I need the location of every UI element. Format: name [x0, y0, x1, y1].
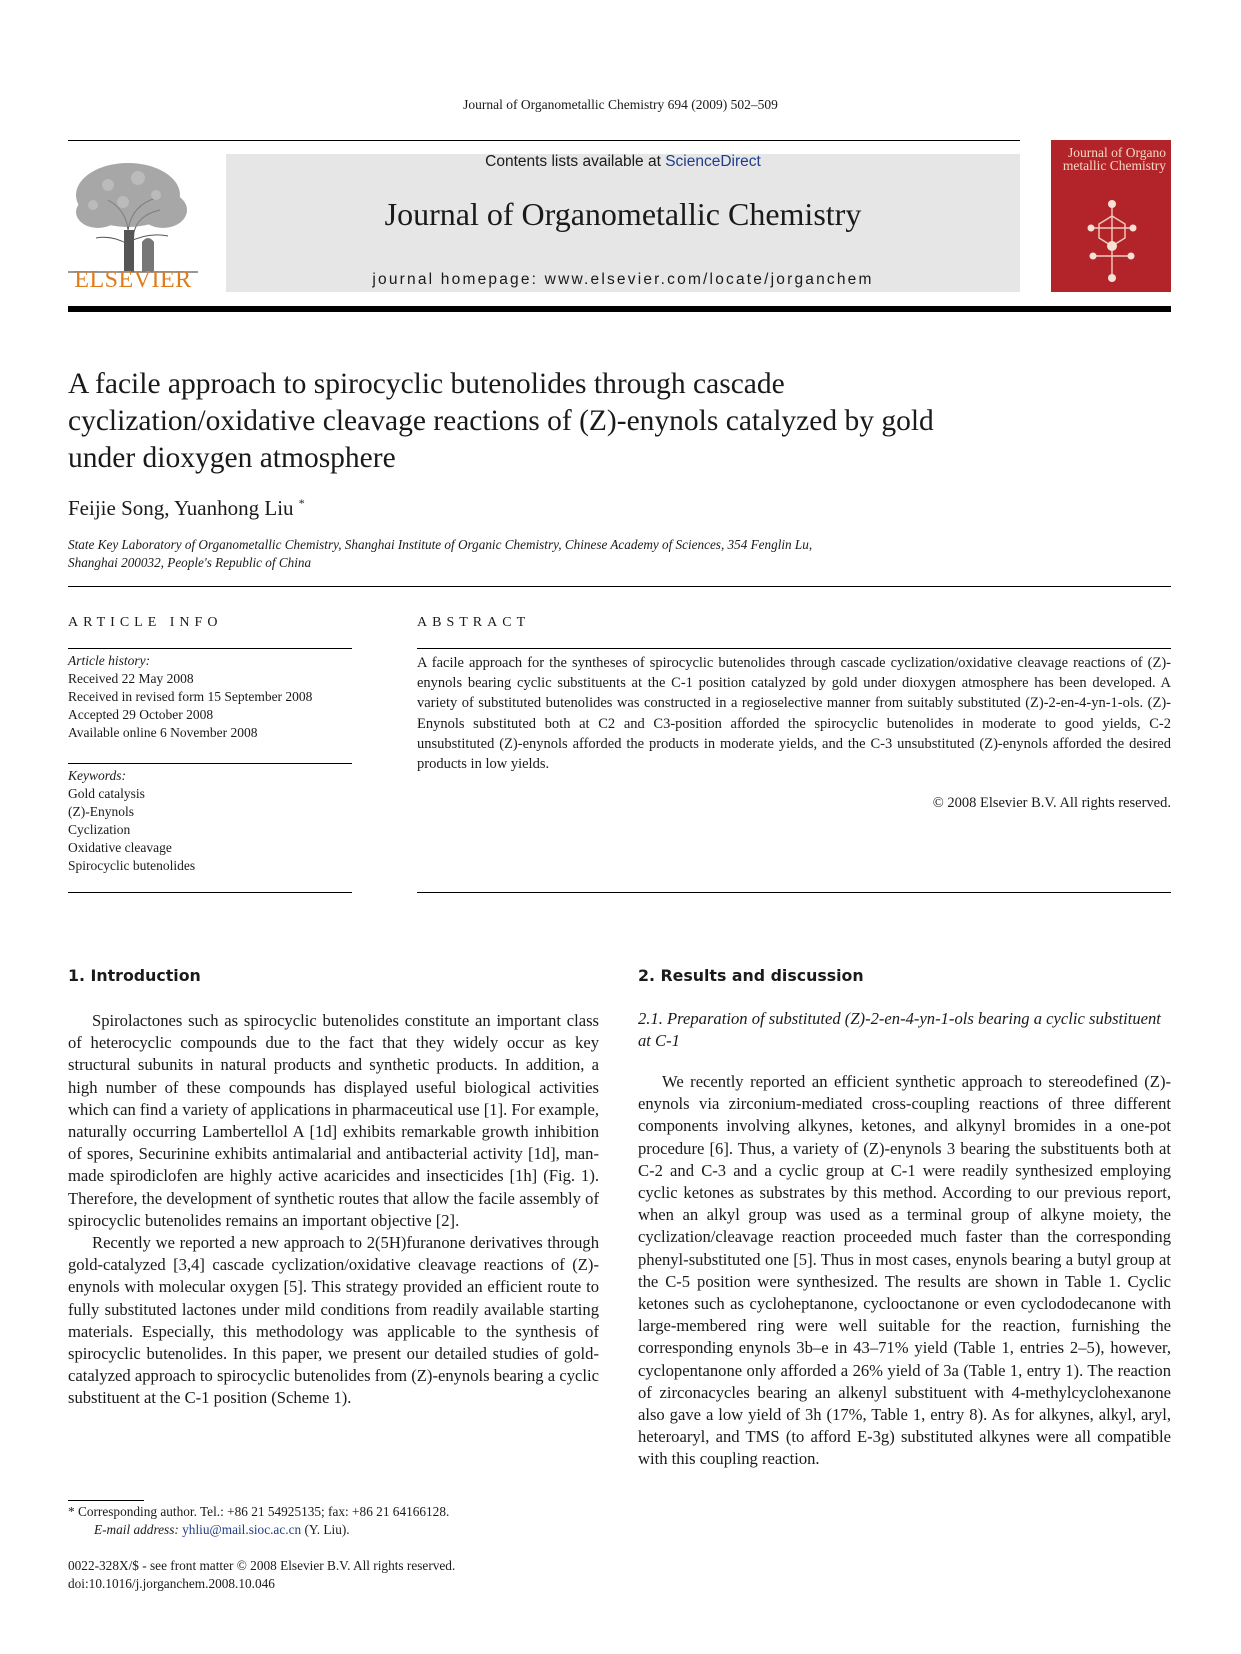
issn-line: 0022-328X/$ - see front matter © 2008 Elsevier B.V. All rights reserved. — [68, 1558, 456, 1573]
article-info-bottom-rule — [68, 892, 352, 893]
abstract-copyright: © 2008 Elsevier B.V. All rights reserved. — [932, 795, 1171, 811]
history-online: Available online 6 November 2008 — [68, 725, 258, 740]
keywords-label: Keywords: — [68, 768, 126, 783]
affiliation — [68, 536, 968, 572]
affiliation-line-2: Shanghai 200032, People's Republic of China — [68, 555, 312, 570]
keyword: Gold catalysis — [68, 786, 145, 801]
results-paragraph-1: We recently reported an efficient synthetic approach to stereodefined (Z)-enynols via zirconium-mediated cross-coupling reactions of three different components involving alkynes, ketones, and alkynyl bromides in a one-pot procedure [6]. Thus, a variety of (Z)-enynols 3 bearing the substituents both at C-2 and C-3 and a cyclic group at C-1 were readily synthesized employing cyclic ketones as substrates by this method. According to our previous report, when an alkyl group was used as a terminal group of alkyne moiety, the cyclization/cleavage reaction proceeded much faster than the corresponding phenyl-substituted one [5]. Thus in most cases, enynols bearing a butyl group at the C-5 position were synthesized. The results are shown in Table 1. Cyclic ketones such as cycloheptanone, cyclooctanone or even cyclododecanone with large-membered ring were well suitable for the reaction, furnishing the corresponding enynols 3b–e in 43–71% yield (Table 1, entries 2–5), however, cyclopentanone only afforded a 26% yield of 3a (Table 1, entry 1). The reaction of zirconacycles bearing an alkenyl substituent with 4-methylcyclohexanone also gave a low yield of 3h (17%, Table 1, entry 8). As for alkynes, alkyl, aryl, heteroaryl, and TMS (to afford E-3g) substituted alkynes were all compatible with this coupling reaction. — [638, 1072, 1171, 1469]
right-column — [638, 1071, 1171, 1471]
author-list — [68, 496, 305, 521]
keywords — [68, 767, 352, 875]
corresponding-author-note: * Corresponding author. Tel.: +86 21 54925135; fax: +86 21 64166128. — [68, 1504, 450, 1519]
history-revised: Received in revised form 15 September 2008 — [68, 689, 313, 704]
header-thick-rule — [68, 306, 1171, 312]
subsection-heading: 2.1. Preparation of substituted (Z)-2-en-4-yn-1-ols bearing a cyclic substituent at C-1 — [638, 1009, 1161, 1051]
intro-paragraph-2: Recently we reported a new approach to 2(5H)furanone derivatives through gold-catalyzed [3,4] cascade cyclization/oxidative cleavage reactions of (Z)-enynols with molecular oxygen [5]. This strategy provided an efficient route to fully substituted lactones under mild conditions from readily available starting materials. Especially, this methodology was applicable to the synthesis of spirocyclic butenolides. In this paper, we present our detailed studies of gold-catalyzed approach to spirocyclic butenolides from (Z)-enynols bearing a cyclic substituent at the C-1 position (Scheme 1). — [68, 1233, 599, 1408]
affiliation-line-1: State Key Laboratory of Organometallic Chemistry, Shanghai Institute of Organic Chemistry, Chinese Academy of Sciences, 354 Fenglin Lu, — [68, 537, 813, 552]
article-title: A facile approach to spirocyclic butenolides through cascade cyclization/oxidative cleavage reactions of (Z)-enynols catalyzed by gold under dioxygen atmosphere — [68, 368, 934, 474]
history-label: Article history: — [68, 653, 151, 668]
abstract-text: A facile approach for the syntheses of spirocyclic butenolides through cascade cyclization/oxidative cleavage reactions of (Z)-enynols bearing cyclic substituents at the C-1 position catalyzed by gold under dioxygen atmosphere has been developed. A variety of substituted butenolides was constructed in a regioselective manner from suitably substituted (Z)-2-en-4-yn-1-ols. (Z)-Enynols substituted both at C2 and C3-position afforded the spirocyclic butenolides in moderate to good yields, C-2 unsubstituted (Z)-enynols afforded the products in moderate yields, and the C-3 unsubstituted (Z)-enynols afforded the desired products in low yields. — [417, 655, 1171, 773]
section-heading-results: 2. Results and discussion — [638, 966, 864, 985]
publisher-wordmark: ELSEVIER — [74, 267, 192, 293]
journal-cover — [1051, 140, 1171, 292]
email-suffix: (Y. Liu). — [301, 1522, 350, 1537]
keyword: (Z)-Enynols — [68, 804, 134, 819]
footnote-rule — [68, 1500, 144, 1501]
contents-prefix: Contents lists available at — [485, 153, 666, 170]
header-top-rule — [68, 140, 1020, 141]
keyword: Spirocyclic butenolides — [68, 858, 196, 873]
keyword: Oxidative cleavage — [68, 840, 172, 855]
article-info-rule — [68, 648, 352, 649]
journal-name: Journal of Organometallic Chemistry — [384, 196, 862, 232]
contents-line — [226, 153, 1020, 171]
footnote — [68, 1503, 608, 1539]
sciencedirect-link[interactable]: ScienceDirect — [665, 153, 761, 170]
history-accepted: Accepted 29 October 2008 — [68, 707, 214, 722]
left-column — [68, 1010, 599, 1410]
email-link[interactable]: yhliu@mail.sioc.ac.cn — [182, 1522, 302, 1537]
molecule-icon — [1081, 198, 1143, 286]
article-info-heading: ARTICLE INFO — [68, 615, 223, 630]
abstract-heading: ABSTRACT — [417, 615, 531, 630]
keywords-rule — [68, 763, 352, 764]
email-line — [68, 1521, 608, 1539]
keyword: Cyclization — [68, 822, 131, 837]
abstract-bottom-rule — [417, 892, 1171, 893]
article-history — [68, 652, 352, 742]
authors: Feijie Song, Yuanhong Liu — [68, 496, 294, 520]
intro-paragraph-1: Spirolactones such as spirocyclic butenolides constitute an important class of heterocyclic compounds due to the fact that they widely occur as key structural subunits in natural products and synthetic products. In addition, a high number of these compounds has displayed useful biological activities which can find a variety of applications in pharmaceutical use [1]. For example, naturally occurring Lambertellol A [1d] exhibits remarkable growth inhibition of spores, Securinine exhibits antimalarial and antibacterial activity [1d], man-made spirodiclofen are highly active acaricides and insecticides [1h] (Fig. 1). Therefore, the development of synthetic routes that allow the facile assembly of spirocyclic butenolides remains an important objective [2]. — [68, 1011, 599, 1230]
history-received: Received 22 May 2008 — [68, 671, 194, 686]
elsevier-logo — [68, 150, 198, 295]
journal-homepage[interactable]: journal homepage: www.elsevier.com/locate/jorganchem — [372, 271, 874, 288]
journal-reference: Journal of Organometallic Chemistry 694 (2009) 502–509 — [463, 97, 778, 112]
front-matter — [68, 1557, 628, 1593]
email-label: E-mail address: — [94, 1522, 183, 1537]
section-heading-introduction: 1. Introduction — [68, 966, 201, 985]
affiliation-rule — [68, 586, 1171, 587]
doi-line[interactable]: doi:10.1016/j.jorganchem.2008.10.046 — [68, 1576, 275, 1591]
corresponding-author-mark[interactable]: * — [298, 496, 305, 510]
cover-title: Journal of Organo metallic Chemistry — [1062, 145, 1166, 173]
abstract-rule — [417, 648, 1171, 649]
